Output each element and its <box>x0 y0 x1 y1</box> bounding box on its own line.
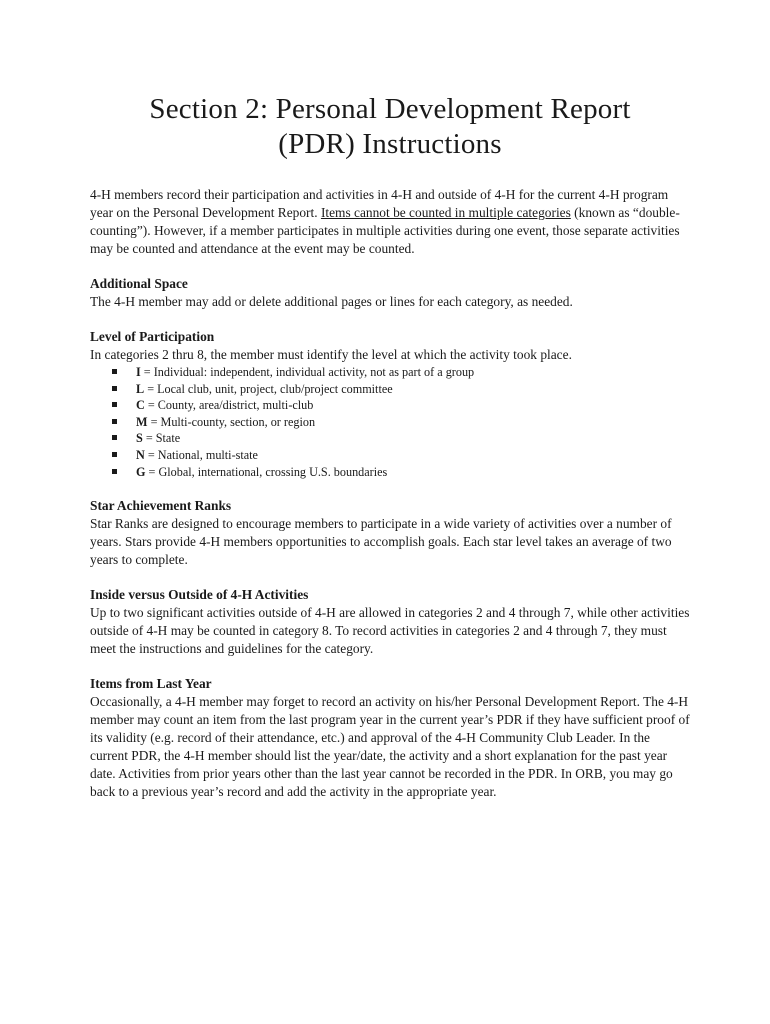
inside-outside-heading: Inside versus Outside of 4-H Activities <box>90 587 309 603</box>
level-description: = Local club, unit, project, club/project committee <box>144 381 393 396</box>
last-year-section <box>90 675 690 801</box>
square-bullet-icon <box>112 369 117 374</box>
level-description: = Individual: independent, individual activity, not as part of a group <box>140 365 475 379</box>
level-item-state <box>112 430 690 447</box>
additional-space-heading: Additional Space <box>90 276 188 291</box>
last-year-body: Occasionally, a 4-H member may forget to record an activity on his/her Personal Development Report. The 4-H member may count an item from the last program year in the current year’s PDR if they have sufficient proof of its validity (e.g. record of their attendance, etc.) and approval of the 4-H Community Club Leader. In the current PDR, the 4-H member should list the year/date, the activity and a short explanation for the past year date. Activities from prior years other than the last year cannot be recorded in the PDR. In ORB, you may go back to a previous year’s record and add the activity in the appropriate year. <box>90 694 690 800</box>
square-bullet-icon <box>112 435 117 440</box>
additional-space-body: The 4-H member may add or delete additional pages or lines for each category, as needed. <box>90 294 573 309</box>
page-title-line-2: (PDR) Instructions <box>278 128 502 160</box>
square-bullet-icon <box>112 469 117 474</box>
inside-outside-body: Up to two significant activities outside of 4-H are allowed in categories 2 and 4 through 7, while other activities outside of 4-H may be counted in category 8. To record activities in categories 2 and 4 through 7, they must meet the instructions and guidelines for the category. <box>90 605 690 657</box>
intro-text-after: (known as “double-counting”). However, if a member participates in multiple activities during one event, those separate activities may be counted and attendance at the event may be counted. <box>90 205 680 256</box>
document-page <box>90 92 690 801</box>
page-title-line-1: Section 2: Personal Development Report <box>149 93 631 125</box>
star-ranks-section <box>90 497 690 569</box>
level-item-national <box>112 447 690 464</box>
square-bullet-icon <box>112 452 117 457</box>
square-bullet-icon <box>112 419 117 424</box>
level-of-participation-body: In categories 2 thru 8, the member must identify the level at which the activity took place. <box>90 347 572 362</box>
level-description: = Global, international, crossing U.S. boundaries <box>145 464 388 479</box>
level-code: I <box>136 365 141 379</box>
additional-space-section <box>90 275 690 311</box>
square-bullet-icon <box>112 402 117 407</box>
level-description: = Multi-county, section, or region <box>147 414 316 429</box>
level-item-local <box>112 381 690 398</box>
intro-text-before: 4-H members record their participation and activities in 4-H and outside of 4-H for the current 4-H program year on the Personal Development Report. <box>90 187 669 220</box>
inside-outside-section <box>90 586 690 658</box>
level-description: = National, multi-state <box>144 447 258 462</box>
level-code: L <box>136 381 145 396</box>
level-code: M <box>136 414 148 429</box>
last-year-heading: Items from Last Year <box>90 676 212 692</box>
level-code: G <box>136 464 146 479</box>
star-ranks-body: Star Ranks are designed to encourage members to participate in a wide variety of activities over a number of years. Stars provide 4-H members opportunities to accomplish goals. Each star level takes an average of two years to complete. <box>90 516 672 568</box>
level-item-multi-county <box>112 414 690 431</box>
level-list <box>90 364 690 480</box>
level-code: N <box>136 447 145 462</box>
level-of-participation-section <box>90 328 690 480</box>
level-of-participation-heading: Level of Participation <box>90 329 215 344</box>
intro-paragraph <box>90 186 690 258</box>
level-item-global <box>112 464 690 481</box>
level-code: S <box>136 431 143 446</box>
page-title <box>90 92 690 162</box>
level-code: C <box>136 398 145 413</box>
level-item-individual <box>112 364 690 381</box>
level-description: = County, area/district, multi-club <box>144 398 314 413</box>
level-item-county <box>112 397 690 414</box>
intro-underlined-text: Items cannot be counted in multiple categories <box>320 205 571 220</box>
star-ranks-heading: Star Achievement Ranks <box>90 498 232 514</box>
level-description: = State <box>142 431 181 446</box>
square-bullet-icon <box>112 386 117 391</box>
